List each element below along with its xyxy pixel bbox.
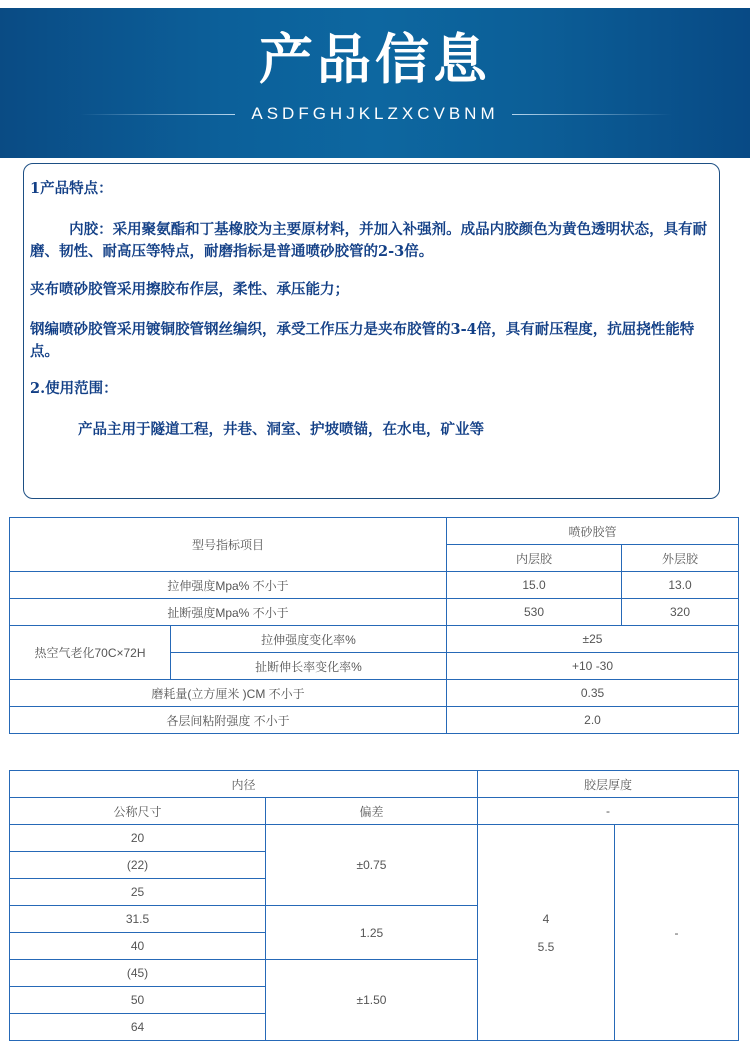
row-outer: 13.0: [622, 572, 739, 599]
header-thickness: 胶层厚度: [478, 771, 739, 798]
deviation: ±0.75: [266, 825, 478, 906]
fabric-hose-description: 夹布喷砂胶管采用擦胶布作层，柔性、承压能力；: [30, 281, 349, 298]
row-label: 拉伸强度Mpa% 不小于: [10, 572, 447, 599]
nominal-size: 31.5: [10, 906, 266, 933]
table-row: [10, 680, 739, 707]
row-label: 扯断伸长率变化率%: [171, 653, 447, 680]
features-heading: 1产品特点：: [30, 180, 113, 197]
nominal-size: 25: [10, 879, 266, 906]
deviation: ±1.50: [266, 960, 478, 1041]
row-label: 扯断强度Mpa% 不小于: [10, 599, 447, 626]
thickness-value: 5.5: [537, 939, 555, 954]
subheader-thickness: -: [478, 798, 739, 825]
nominal-size: 40: [10, 933, 266, 960]
row-value: 2.0: [447, 707, 739, 734]
header-inner: 内层胶: [447, 545, 622, 572]
thickness-other: -: [615, 825, 739, 1041]
table-row: [10, 626, 739, 653]
page-title: 产品信息: [259, 28, 491, 91]
spec-table: [9, 517, 739, 734]
row-value: 0.35: [447, 680, 739, 707]
aging-label: 热空气老化70C×72H: [10, 626, 171, 680]
nominal-size: 64: [10, 1014, 266, 1041]
table-row: [10, 707, 739, 734]
steel-braid-hose-description: 钢编喷砂胶管采用镀铜胶管钢丝编织，承受工作压力是夹布胶管的3-4倍，具有耐压程度，抗屈挠性能特点。: [30, 321, 695, 360]
decorative-line-right: [512, 114, 672, 115]
nominal-size: (45): [10, 960, 266, 987]
row-label: 磨耗量(立方厘米 )CM 不小于: [10, 680, 447, 707]
row-inner: 15.0: [447, 572, 622, 599]
usage-heading: 2.使用范围：: [30, 380, 118, 397]
header-group: 喷砂胶管: [447, 518, 739, 545]
row-label: 各层间粘附强度 不小于: [10, 707, 447, 734]
subheader-deviation: 偏差: [266, 798, 478, 825]
header-item: 型号指标项目: [10, 518, 447, 572]
row-outer: 320: [622, 599, 739, 626]
nominal-size: 20: [10, 825, 266, 852]
page-subtitle: ASDFGHJKLZXCVBNM: [251, 104, 499, 123]
product-info-box: [23, 163, 720, 499]
size-table: [9, 770, 739, 1041]
thickness-value: 4: [542, 911, 550, 926]
header-inner-diameter: 内径: [10, 771, 478, 798]
header-banner: [0, 8, 750, 158]
table-row: [10, 825, 739, 852]
nominal-size: 50: [10, 987, 266, 1014]
row-label: 拉伸强度变化率%: [171, 626, 447, 653]
inner-rubber-description: 内胶：采用聚氨酯和丁基橡胶为主要原材料，并加入补强剂。成品内胶颜色为黄色透明状态，具有耐磨、韧性、耐高压等特点，耐磨指标是普通喷砂胶管的2-3倍。: [30, 221, 708, 260]
table-row: [10, 599, 739, 626]
header-outer: 外层胶: [622, 545, 739, 572]
nominal-size: (22): [10, 852, 266, 879]
row-value: ±25: [447, 626, 739, 653]
subheader-nominal: 公称尺寸: [10, 798, 266, 825]
deviation: 1.25: [266, 906, 478, 960]
usage-description: 产品主用于隧道工程，井巷、洞室、护坡喷锚，在水电，矿业等: [78, 421, 484, 438]
row-value: +10 -30: [447, 653, 739, 680]
row-inner: 530: [447, 599, 622, 626]
table-row: [10, 572, 739, 599]
thickness-values: [478, 825, 615, 1041]
